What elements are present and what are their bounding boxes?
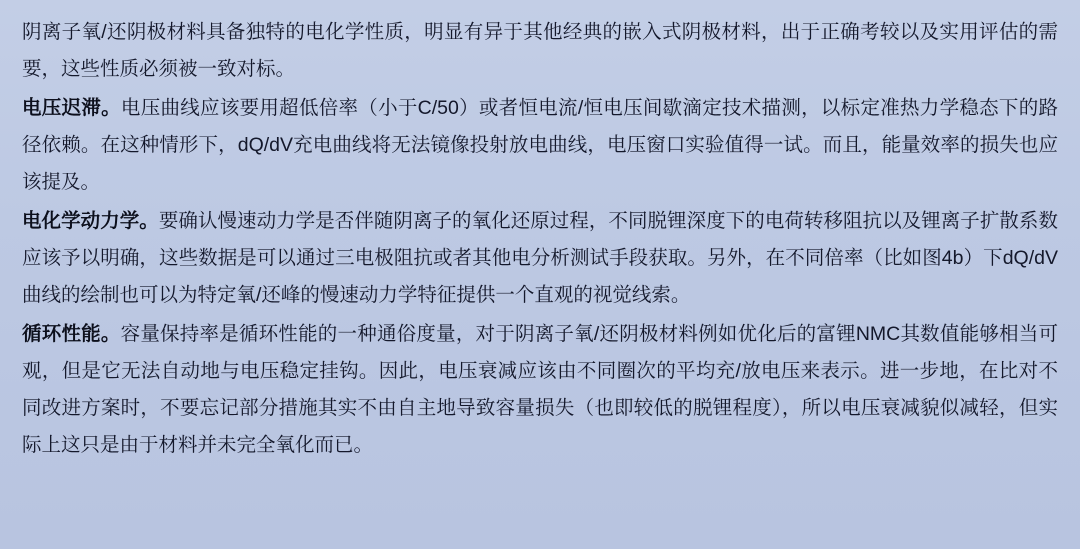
paragraph bbox=[22, 203, 1058, 314]
paragraph bbox=[22, 14, 1058, 88]
paragraph bbox=[22, 316, 1058, 464]
paragraph-lead: 循环性能。 bbox=[22, 323, 121, 345]
paragraph-text: 要确认慢速动力学是否伴随阴离子的氧化还原过程，不同脱锂深度下的电荷转移阻抗以及锂离子扩散系数应该予以明确，这些数据是可以通过三电极阻抗或者其他电分析测试手段获取。另外，在不同倍率（比如图4b）下dQ/dV曲线的绘制也可以为特定氧/还峰的慢速动力学特征提供一个直观的视觉线索。 bbox=[22, 210, 1058, 306]
paragraph-lead: 电化学动力学。 bbox=[22, 210, 159, 232]
paragraph-lead: 电压迟滞。 bbox=[22, 97, 121, 119]
paragraph-text: 阴离子氧/还阴极材料具备独特的电化学性质，明显有异于其他经典的嵌入式阴极材料，出于正确考较以及实用评估的需要，这些性质必须被一致对标。 bbox=[22, 21, 1058, 80]
paragraph-text: 容量保持率是循环性能的一种通俗度量，对于阴离子氧/还阴极材料例如优化后的富锂NMC其数值能够相当可观，但是它无法自动地与电压稳定挂钩。因此，电压衰减应该由不同圈次的平均充/放电压来表示。进一步地，在比对不同改进方案时，不要忘记部分措施其实不由自主地导致容量损失（也即较低的脱锂程度），所以电压衰减貌似减轻，但实际上这只是由于材料并未完全氧化而已。 bbox=[22, 323, 1058, 456]
paragraph-text: 电压曲线应该要用超低倍率（小于C/50）或者恒电流/恒电压间歇滴定技术描测，以标定准热力学稳态下的路径依赖。在这种情形下，dQ/dV充电曲线将无法镜像投射放电曲线，电压窗口实验值得一试。而且，能量效率的损失也应该提及。 bbox=[22, 97, 1058, 193]
paragraph bbox=[22, 90, 1058, 201]
